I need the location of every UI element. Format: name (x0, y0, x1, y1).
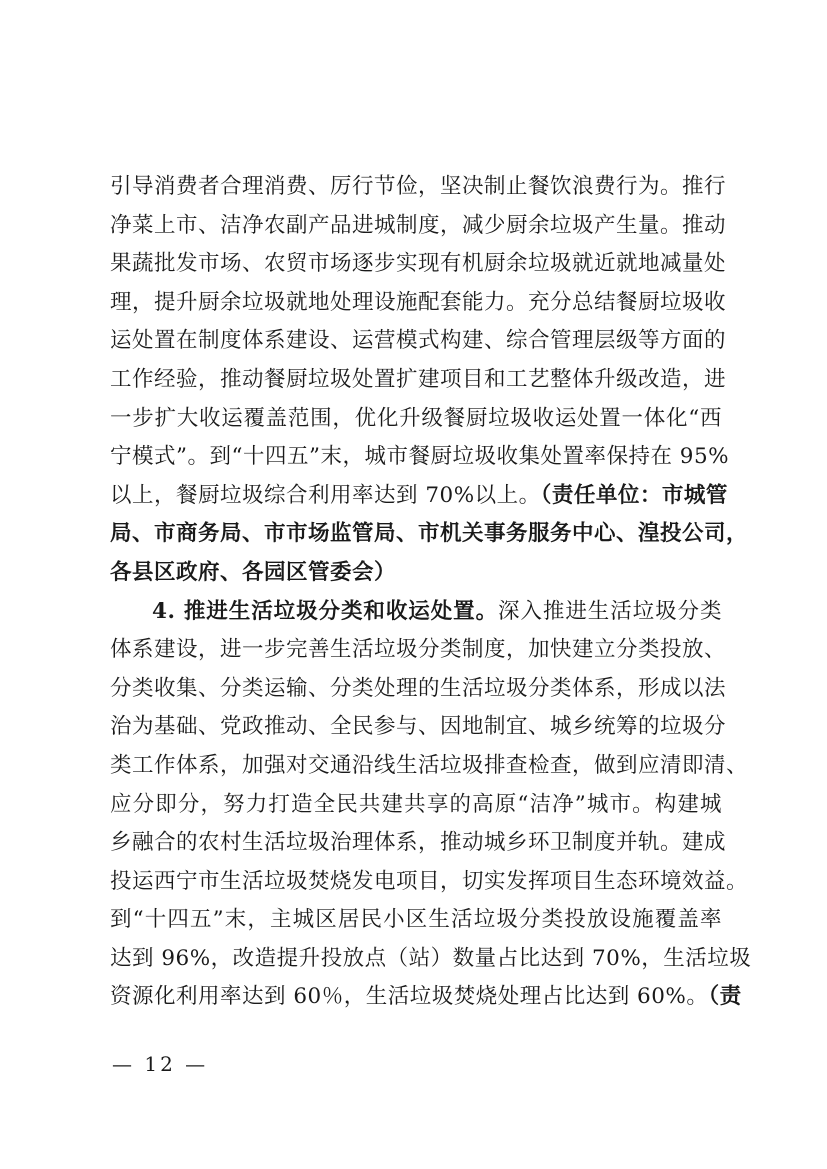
bold-text-segment: 4. 推进生活垃圾分类和收运处置。 (152, 598, 499, 624)
text-line (110, 438, 730, 477)
text-line (110, 786, 722, 825)
text-line (110, 863, 749, 902)
text-segment: 类工作体系，加强对交通沿线生活垃圾排查检查，做到应清即清、 (110, 752, 749, 778)
text-segment: 净菜上市、洁净农副产品进城制度，减少厨余垃圾产生量。推动 (110, 212, 727, 238)
text-line (110, 361, 727, 400)
bold-text-segment: 各县区政府、各园区管委会） (110, 559, 397, 585)
text-segment: 资源化利用率达到 60％，生活垃圾焚烧处理占比达到 60%。 (110, 984, 709, 1010)
page-number: — 12 — (112, 1052, 209, 1076)
text-line (110, 515, 749, 554)
bold-text-segment: （责 (708, 984, 742, 1010)
text-line (110, 477, 728, 516)
text-line (110, 747, 749, 786)
text-segment: 一步扩大收运覆盖范围，优化升级餐厨垃圾收运处置一体化“西 (110, 405, 722, 431)
document-body (110, 168, 752, 1017)
text-segment: 宁模式”。到“十四五”末，城市餐厨垃圾收集处置率保持在 95% (110, 444, 730, 470)
text-segment: 投运西宁市生活垃圾焚烧发电项目，切实发挥项目生态环境效益。 (110, 868, 749, 894)
text-line (110, 708, 727, 747)
text-segment: 运处置在制度体系建设、运营模式构建、综合管理层级等方面的 (110, 328, 727, 354)
text-line (110, 670, 727, 709)
text-segment: 理，提升厨余垃圾就地处理设施配套能力。充分总结餐厨垃圾收 (110, 289, 727, 315)
text-line (110, 245, 727, 284)
text-segment: 应分即分，努力打造全民共建共享的高原“洁净”城市。构建城 (110, 791, 722, 817)
text-segment: 到“十四五”末，主城区居民小区生活垃圾分类投放设施覆盖率 (110, 907, 722, 933)
text-segment: 工作经验，推动餐厨垃圾处置扩建项目和工艺整体升级改造，进 (110, 366, 727, 392)
text-line (110, 284, 727, 323)
text-segment: 深入推进生活垃圾分类 (498, 598, 722, 624)
text-segment: 达到 96%，改造提升投放点（站）数量占比达到 70%，生活垃圾 (110, 945, 752, 971)
text-segment: 以上，餐厨垃圾综合利用率达到 70%以上。 (110, 482, 541, 508)
text-line (110, 978, 742, 1017)
text-line (110, 400, 722, 439)
text-line (110, 593, 722, 632)
text-segment: 体系建设，进一步完善生活垃圾分类制度，加快建立分类投放、 (110, 637, 727, 663)
text-segment: 乡融合的农村生活垃圾治理体系，推动城乡环卫制度并轨。建成 (110, 830, 727, 856)
text-segment: 果蔬批发市场、农贸市场逐步实现有机厨余垃圾就近就地减量处 (110, 251, 727, 277)
text-segment: 治为基础、党政推动、全民参与、因地制宜、城乡统筹的垃圾分 (110, 714, 727, 740)
text-line (110, 940, 752, 979)
text-line (110, 631, 727, 670)
text-line (110, 901, 722, 940)
text-line (110, 554, 722, 593)
text-line (110, 168, 727, 207)
text-segment: 引导消费者合理消费、厉行节俭，坚决制止餐饮浪费行为。推行 (110, 174, 727, 199)
bold-text-segment: 局、市商务局、市市场监管局、市机关事务服务中心、湟投公司， (110, 521, 749, 547)
text-line (110, 322, 727, 361)
text-segment: 分类收集、分类运输、分类处理的生活垃圾分类体系，形成以法 (110, 675, 727, 701)
text-line (110, 207, 727, 246)
text-line (110, 824, 727, 863)
bold-text-segment: （责任单位：市城管 (540, 482, 728, 508)
